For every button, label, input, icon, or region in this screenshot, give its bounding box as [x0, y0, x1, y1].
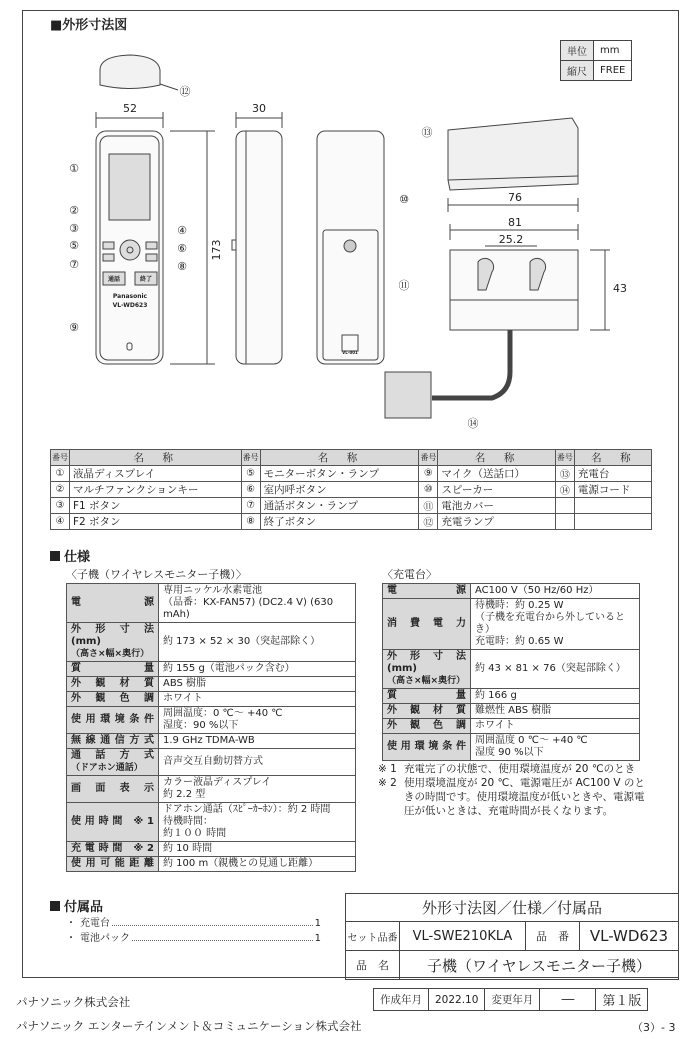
end-button-label: 終了: [139, 276, 153, 283]
dim-charger-width-label: 81: [508, 216, 522, 229]
back-mark-label: VL-001: [342, 350, 358, 355]
spec-row: 消費電力 待機時：約 0.25 W （子機を充電台から外しているとき） 充電時：約 0.65 W: [383, 599, 640, 650]
unit-table: 単位 mm 縮尺 FREE: [560, 40, 632, 81]
spec-row: 電 源 専用ニッケル水素電池 （品番：KX-FAN57) (DC2.4 V) (630 mAh): [67, 584, 356, 623]
outline-drawing: [40, 48, 640, 438]
parts-row: ② マルチファンクションキー ⑥ 室内呼ボタン ⑩ スピーカー ⑭ 電源コード: [51, 482, 652, 498]
list-item: ・ 充電台 1: [66, 918, 321, 929]
spec-row: 外観色調 ホワイト: [67, 692, 356, 707]
callout-2: ②: [69, 204, 79, 217]
note-2: ※ 2 使用環境温度が 20 ℃、電源電圧が AC100 V のときの時間です。使用環境温度が低いときや、電源電圧が低いときは、充電時間が長くなります。: [378, 777, 645, 817]
title-block: 外形寸法図／仕様／付属品 セット品番 VL-SWE210KLA 品 番 VL-WD623 品 名 子機（ワイヤレスモニター子機）: [345, 893, 679, 979]
callout-13: ⑬: [421, 126, 433, 139]
callout-5: ⑤: [69, 239, 79, 252]
parts-row: ① 液晶ディスプレイ ⑤ モニターボタン・ランプ ⑨ マイク（送話口） ⑬ 充電台: [51, 466, 652, 482]
dim-pitch-label: 25.2: [498, 233, 524, 246]
callout-4: ④: [177, 224, 187, 237]
spec-row: 充電時間 ※2 約 10 時間: [67, 842, 356, 857]
company-name-1: パナソニック株式会社: [16, 995, 131, 1009]
charger-spec-title: 〈充電台〉: [382, 568, 437, 581]
parts-row: ③ F1 ボタン ⑦ 通話ボタン・ランプ ⑪ 電池カバー: [51, 498, 652, 514]
handset-spec-table: [66, 583, 356, 872]
spec-row: 外観材質 難燃性 ABS 樹脂: [383, 704, 640, 719]
spec-row: 質 量 約 166 g: [383, 689, 640, 704]
callout-10: ⑩: [399, 193, 409, 206]
dim-height-label: 173: [210, 239, 223, 261]
parts-table: 番号 名 称 番号 名 称 番号 名 称 番号 名 称 ① 液晶ディスプレイ ⑤ モニターボタン・ランプ ⑨ マイク（送話口） ⑬ 充電台 ② マルチファンクションキー ⑥ 室内呼ボタン ⑩ スピーカー ⑭ 電源コード ③ F1 ボタン ⑦ 通話ボタン・ランプ ⑪ 電池カバー ④ F2 ボタン ⑧ 終了ボタン ⑫ 充電ランプ: [50, 449, 652, 530]
callout-6: ⑥: [177, 242, 187, 255]
spec-row: 外観色調 ホワイト: [383, 719, 640, 734]
callout-7: ⑦: [69, 258, 79, 271]
brand-label: Panasonic: [112, 293, 148, 300]
spec-section-title: 仕様: [50, 546, 90, 565]
note-1: ※ 1 充電完了の状態で、使用環境温度が 20 ℃のとき: [378, 763, 636, 775]
callout-12: ⑫: [179, 85, 191, 98]
outline-section-title: ■外形寸法図: [50, 18, 128, 33]
spec-row: 通話方式 （ドアホン通話） 音声交互自動切替方式: [67, 749, 356, 776]
company-name-2: パナソニック エンターテインメント＆コミュニケーション株式会社: [16, 1019, 362, 1033]
handset-spec-title: 〈子機（ワイヤレスモニター子機）〉: [66, 568, 247, 581]
callout-11: ⑪: [398, 279, 410, 292]
callout-14: ⑭: [467, 417, 479, 430]
list-item: ・ 電池パック 1: [66, 933, 321, 944]
spec-row: 使用環境条件 周囲温度 0 ℃～ +40 ℃ 湿度 90 %以下: [383, 734, 640, 761]
spec-row: 無線通信方式 1.9 GHz TDMA-WB: [67, 734, 356, 749]
callout-1: ①: [69, 162, 79, 175]
callout-9: ⑨: [69, 321, 79, 334]
callout-8: ⑧: [177, 260, 187, 273]
spec-row: 使用時間 ※1 ドアホン通話（ｽﾋﾟｰｶｰﾎﾝ）：約 2 時間 待機時間： 約１００ 時間: [67, 803, 356, 842]
dim-charger-height-label: 43: [613, 282, 627, 295]
revision-table: 作成年月 2022.10 変更年月 ── 第１版: [373, 988, 648, 1011]
accessories-section-title: 付属品: [50, 896, 103, 915]
spec-row: 電 源 AC100 V（50 Hz/60 Hz）: [383, 584, 640, 599]
parts-row: ④ F2 ボタン ⑧ 終了ボタン ⑫ 充電ランプ: [51, 514, 652, 530]
spec-row: 外 形 寸 法 (mm) （高さ×幅×奥行） 約 173 × 52 × 30（突起部除く）: [67, 623, 356, 662]
page-number: （3）- 3: [632, 1021, 676, 1034]
charger-spec-table: [382, 583, 640, 761]
dim-width-label: 52: [123, 102, 137, 115]
callout-3: ③: [69, 222, 79, 235]
spec-row: 使用可能距離 約 100 m（親機との見通し距離）: [67, 857, 356, 872]
spec-row: 画面表示 カラー液晶ディスプレイ 約 2.2 型: [67, 776, 356, 803]
spec-row: 外観材質 ABS 樹脂: [67, 677, 356, 692]
accessories-list: [66, 916, 321, 946]
talk-button-label: 通話: [107, 276, 121, 283]
dim-charger-depth-label: 76: [508, 191, 522, 204]
model-label: VL-WD623: [112, 302, 148, 309]
spec-row: 使用環境条件 周囲温度：0 ℃～ +40 ℃ 湿度：90 %以下: [67, 707, 356, 734]
spec-row: 外 形 寸 法 (mm) （高さ×幅×奥行） 約 43 × 81 × 76（突起部除く）: [383, 650, 640, 689]
dim-depth-label: 30: [252, 102, 266, 115]
spec-notes: [378, 762, 648, 818]
spec-row: 質 量 約 155 g（電池パック含む）: [67, 662, 356, 677]
